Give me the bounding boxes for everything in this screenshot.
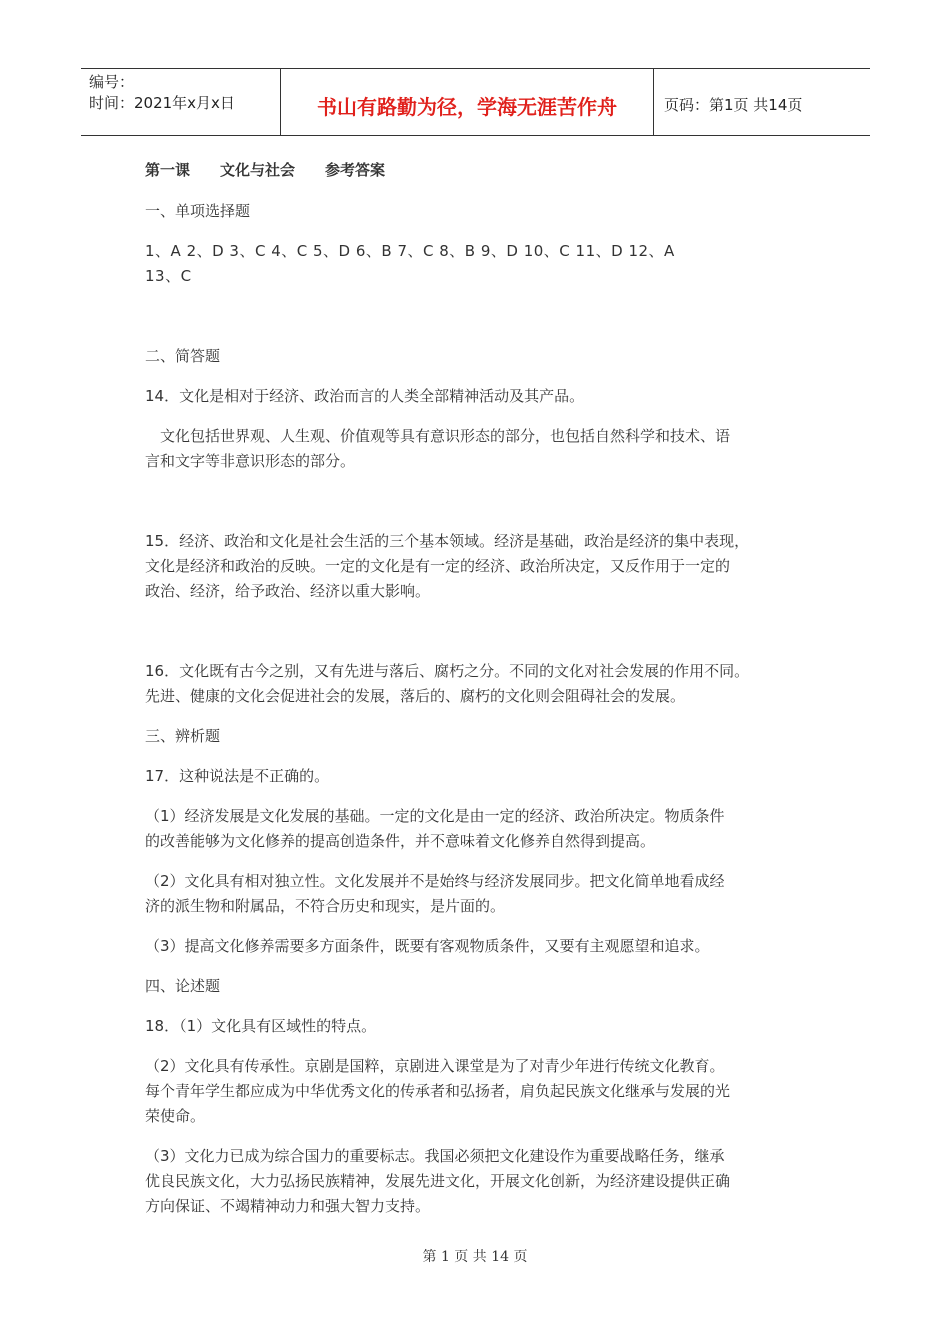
q18-line: 18．（1）文化具有区域性的特点。 bbox=[145, 1017, 377, 1035]
number-label: 编号： bbox=[89, 73, 135, 91]
time-label: 时间：2021年x月x日 bbox=[89, 94, 235, 112]
q17-line: 的改善能够为文化修养的提高创造条件，并不意味着文化修养自然得到提高。 bbox=[145, 832, 656, 850]
q18-line: （2）文化具有传承性。京剧是国粹，京剧进入课堂是为了对青少年进行传统文化教育。 bbox=[145, 1057, 725, 1075]
q15-line: 文化是经济和政治的反映。一定的文化是有一定的经济、政治所决定，又反作用于一定的 bbox=[145, 557, 731, 575]
answers-line: 13、C bbox=[145, 267, 192, 285]
header-meta bbox=[81, 69, 281, 135]
header-slogan: 书山有路勤为径，学海无涯苦作舟 bbox=[281, 69, 654, 135]
q18-line: （3）文化力已成为综合国力的重要标志。我国必须把文化建设作为重要战略任务，继承 bbox=[145, 1147, 725, 1165]
q14-line: 言和文字等非意识形态的部分。 bbox=[145, 452, 356, 470]
section-heading-choice: 一、单项选择题 bbox=[145, 202, 251, 220]
q17-line: 济的派生物和附属品，不符合历史和现实，是片面的。 bbox=[145, 897, 506, 915]
answers-line: 1、A 2、D 3、C 4、C 5、D 6、B 7、C 8、B 9、D 10、C 11、D 12、A bbox=[145, 242, 675, 260]
q15-line: 政治、经济，给予政治、经济以重大影响。 bbox=[145, 582, 431, 600]
q18-line: 每个青年学生都应成为中华优秀文化的传承者和弘扬者，肩负起民族文化继承与发展的光 bbox=[145, 1082, 731, 1100]
page-title: 第一课 文化与社会 参考答案 bbox=[145, 161, 386, 179]
q17-line: （2）文化具有相对独立性。文化发展并不是始终与经济发展同步。把文化简单地看成经 bbox=[145, 872, 725, 890]
q18-line: 荣使命。 bbox=[145, 1107, 206, 1125]
q15-line: 15．经济、政治和文化是社会生活的三个基本领域。经济是基础，政治是经济的集中表现， bbox=[145, 532, 750, 550]
header-page-info: 页码：第1页 共14页 bbox=[664, 95, 803, 114]
q18-line: 优良民族文化，大力弘扬民族精神，发展先进文化，开展文化创新，为经济建设提供正确 bbox=[145, 1172, 731, 1190]
q17-line: （3）提高文化修养需要多方面条件，既要有客观物质条件，又要有主观愿望和追求。 bbox=[145, 937, 710, 955]
page-footer: 第 1 页 共 14 页 bbox=[422, 1249, 528, 1265]
q17-line: （1）经济发展是文化发展的基础。一定的文化是由一定的经济、政治所决定。物质条件 bbox=[145, 807, 725, 825]
page-header bbox=[81, 68, 870, 136]
q14-line: 14．文化是相对于经济、政治而言的人类全部精神活动及其产品。 bbox=[145, 387, 585, 405]
section-heading-short: 二、简答题 bbox=[145, 347, 221, 365]
q16-line: 16．文化既有古今之别，又有先进与落后、腐朽之分。不同的文化对社会发展的作用不同。 bbox=[145, 662, 750, 680]
q14-line: 文化包括世界观、人生观、价值观等具有意识形态的部分，也包括自然科学和技术、语 bbox=[145, 427, 731, 445]
q17-line: 17．这种说法是不正确的。 bbox=[145, 767, 330, 785]
section-heading-essay: 四、论述题 bbox=[145, 977, 221, 995]
q16-line: 先进、健康的文化会促进社会的发展，落后的、腐朽的文化则会阻碍社会的发展。 bbox=[145, 687, 686, 705]
q18-line: 方向保证、不竭精神动力和强大智力支持。 bbox=[145, 1197, 431, 1215]
section-heading-analysis: 三、辨析题 bbox=[145, 727, 221, 745]
